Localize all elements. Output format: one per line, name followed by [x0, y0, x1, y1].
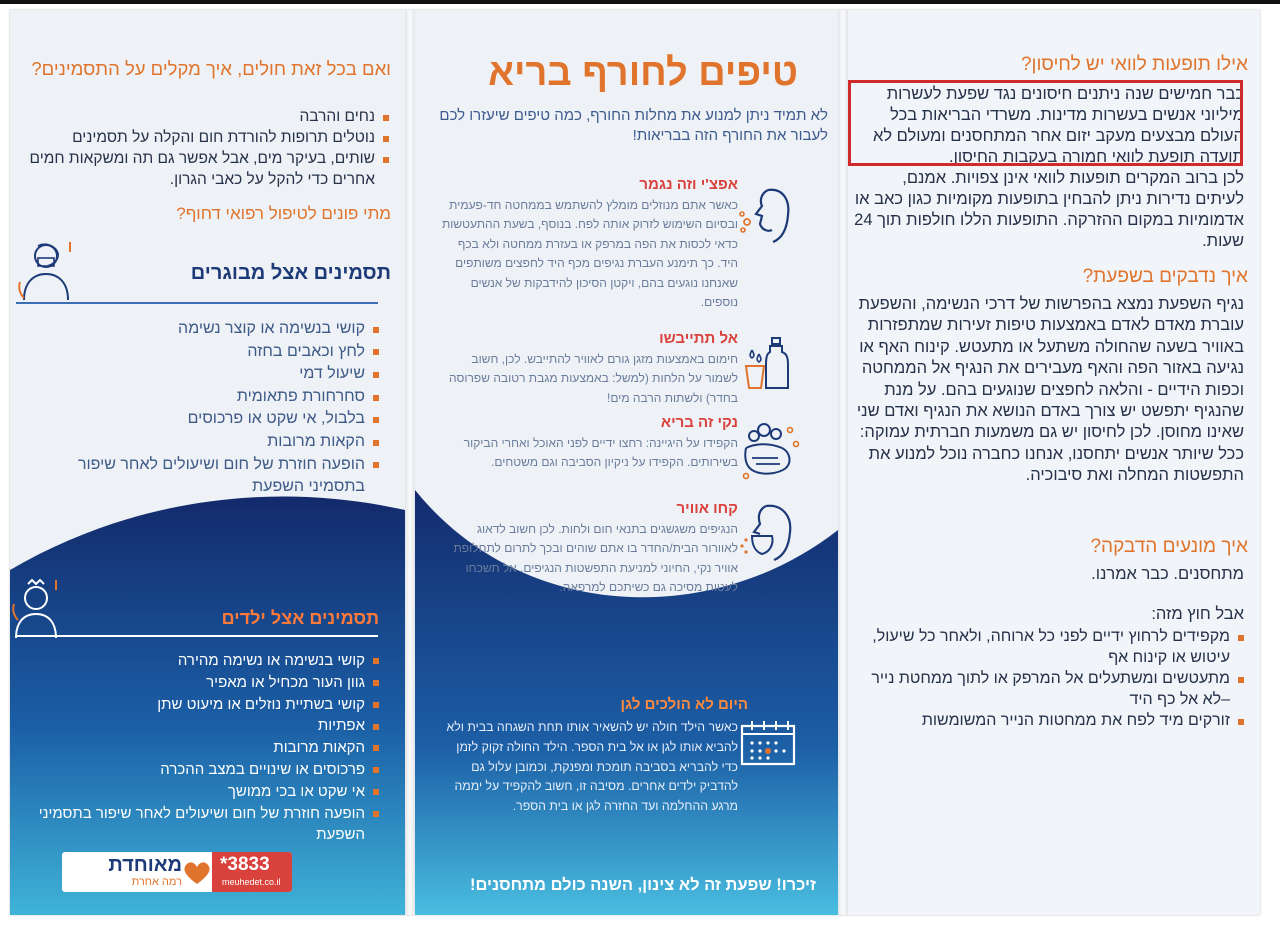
prevention-text: מתחסנים. כבר אמרנו. [1091, 565, 1244, 583]
list-item: שיעול דמי [21, 363, 381, 386]
logo-name: מאוחדת [108, 854, 182, 876]
tip-text: חימום באמצעות מזגן גורם לאוויר להתייבש. לכן, חשוב לשמור על הלחות (למשל: באמצעות מגבת רטובה שפרוסה בחדר) ולשתות הרבה מים! [449, 352, 738, 405]
side-effects-heading: אילו תופעות לוואי יש לחיסון? [1020, 54, 1248, 75]
prevention-list [866, 626, 1246, 731]
list-item: הקאות מרובות [21, 431, 381, 454]
infection-heading: איך נדבקים בשפעת? [1082, 266, 1248, 287]
list-item: בלבול, אי שקט או פרכוסים [21, 408, 381, 431]
urgent-care-heading: מתי פונים לטיפול רפואי דחוף? [176, 204, 391, 223]
tip-text: כאשר אתם מנוזלים מומלץ להשתמש בממחטה חד-פעמית ובסיום השימוש לזרוק אותה לפח. בנוסף, בשעת ההתעטשות כדאי לכסות את הפה במרפק או בעזרת ממחטה ולא בכף היד. כך תימנע העברת נגיפים מכף היד לחפצים משותפים שאנחנו נוגעים בהם, ויקטן הסיכון להידבקות של אנשים נוספים. [441, 198, 738, 310]
tip-text: הנגיפים משגשגים בתנאי חום ולחות. לכן חשוב לדאוג לאוורור הבית/החדר בו אתם שוהים ובכך לתרום לתחלופת אוויר נקי, החיוני למניעת התפשטות הנגיפים. אל תשכחו לעטות מסיכה גם כשיתכם למרפאה. [453, 522, 738, 595]
list-item: הופעה חוזרת של חום ושיעולים לאחר שיפור בתסמיני השפעת [21, 803, 381, 847]
kindergarten-heading: היום לא הולכים לגן [620, 696, 748, 713]
mask-icon [738, 500, 798, 566]
hand-wash-icon [738, 418, 802, 482]
fold-line-right [838, 10, 848, 915]
side-effects-text: לכן ברוב המקרים תופעות לוואי אינן צפויות. אמנם, לעיתים נדירות ניתן להבחין בתופעות מקומיות כגון כאב או אדמומיות במקום ההזרקה. התופעות הללו חולפות תוך 24 שעות. [854, 169, 1244, 250]
list-item: אי שקט או בכי ממושך [21, 781, 381, 803]
list-item: נוטלים תרופות להורדת חום והקלה על תסמינים [11, 127, 391, 148]
logo-phone: *3833 [220, 854, 270, 875]
list-item: קושי בשתיית נוזלים או מיעוט שתן [21, 694, 381, 716]
tip-heading: נקי זה בריא [660, 414, 738, 431]
brochure-sheet [10, 10, 1260, 915]
adult-divider [16, 302, 378, 304]
list-item: נחים והרבה [11, 106, 391, 127]
child-fever-icon [10, 576, 62, 640]
heart-logo-icon [182, 860, 212, 886]
tip-heading: קחו אוויר [676, 500, 738, 517]
list-item: קושי בנשימה או נשימה מהירה [21, 650, 381, 672]
brochure-intro: לא תמיד ניתן למנוע את מחלות החורף, כמה טיפים שיעזרו לכם לעבור את החורף הזה בבריאות! [439, 107, 828, 144]
brochure-title: טיפים לחורף בריא [488, 52, 798, 94]
tip-text: הקפידו על היגיינה: רחצו ידיים לפני האוכל ואחרי הביקור בשירותים. הקפידו על ניקיון הסביבה וגם משטחים. [463, 436, 738, 470]
list-item: שותים, בעיקר מים, אבל אפשר גם תה ומשקאות חמים אחרים כדי להקל על כאבי הגרון. [11, 148, 391, 190]
logo-tagline: רמה אחרת [131, 876, 182, 888]
logo-site: meuhedet.co.il [222, 877, 281, 887]
side-effects-highlight-text: כבר חמישים שנה ניתנים חיסונים נגד שפעת לעשרות מיליוני אנשים בעשרות מדינות. משרדי הבריאות בכל העולם מבצעים מעקב יזום אחר המתחסנים ומעולם לא תועדה תופעת לוואי חמורה בעקבות החיסון. [873, 85, 1244, 166]
footer-reminder: זיכרו! שפעת זה לא צינון, השנה כולם מתחסנים! [469, 876, 816, 894]
highlight-box [848, 80, 1243, 166]
fold-line-left [405, 10, 415, 915]
top-edge-bar [0, 0, 1280, 4]
calendar-icon [738, 718, 798, 768]
infection-text: נגיף השפעת נמצא בהפרשות של דרכי הנשימה, והשפעת עוברת מאדם לאדם באמצעות טיפות זעירות שמתפזרות באוויר בשעה שהחולה משתעל או מתעטש. קינוח האף או נגיעה באזור הפה והאף מעבירים את הנגיף אל הממחטה וכפות הידיים - והלאה לחפצים שנוגעים בהם. על מנת שהנגיף יתפשט יש צורך באדם הנושא את הנגיף ואדם שני שאינו מחוסן. לכן לחיסון יש גם משמעות חברתית עמוקה: ככל שיותר אנשים יתחסנו, אנחנו כחברה נוכל למנוע את התפשטות המחלה ואת סיבוכיה. [856, 295, 1244, 485]
middle-panel [415, 10, 838, 915]
logo-phone-box [212, 852, 292, 892]
water-bottle-icon [742, 332, 798, 392]
kids-symptoms-heading: תסמינים אצל ילדים [221, 608, 379, 628]
left-panel [10, 10, 405, 915]
list-item: לחץ וכאבים בחזה [21, 341, 381, 364]
kids-symptoms-list [21, 650, 381, 846]
relief-list [11, 106, 391, 190]
list-item: גוון העור מכחיל או מאפיר [21, 672, 381, 694]
list-item: הקאות מרובות [21, 737, 381, 759]
meuhedet-logo [62, 852, 292, 892]
list-item: מתעטשים ומשתעלים אל המרפק או לתוך ממחטת נייר –לא אל כף היד [866, 668, 1246, 710]
list-item: אפתיות [21, 715, 381, 737]
prevention-extra: אבל חוץ מזה: [1151, 605, 1244, 623]
list-item: מקפידים לרחוץ ידיים לפני כל ארוחה, ולאחר כל שיעול, עיטוש או קינוח אף [866, 626, 1246, 668]
relief-heading: ואם בכל זאת חולים, איך מקלים על התסמינים? [31, 58, 391, 79]
sneeze-icon [738, 180, 798, 250]
list-item: סחרחורת פתאומית [21, 386, 381, 409]
tip-heading: אפצ'י וזה נגמר [639, 176, 738, 193]
list-item: קושי בנשימה או קוצר נשימה [21, 318, 381, 341]
kids-divider [16, 635, 378, 637]
kindergarten-text: כאשר הילד חולה יש להשאיר אותו תחת השגחה בבית ולא להביא אותו לגן או אל בית הספר. הילד החולה זקוק לזמן כדי להבריא בסביבה תומכת ומפנקת, וכמובן עלול גם להדביק ילדים אחרים. מסיבה זו, חשוב להקפיד על יממה מרגע ההחלמה ועד החזרה לגן או בית הספר. [446, 720, 738, 814]
tip-heading: אל תתייבשו [659, 330, 738, 347]
list-item: פרכוסים או שינויים במצב ההכרה [21, 759, 381, 781]
prevention-heading: איך מונעים הדבקה? [1090, 536, 1248, 557]
list-item: זורקים מיד לפח את ממחטות הנייר המשומשות [866, 710, 1246, 731]
adult-symptoms-list [21, 318, 381, 499]
list-item: הופעה חוזרת של חום ושיעולים לאחר שיפור בתסמיני השפעת [21, 454, 381, 499]
adult-symptoms-heading: תסמינים אצל מבוגרים [190, 262, 391, 284]
